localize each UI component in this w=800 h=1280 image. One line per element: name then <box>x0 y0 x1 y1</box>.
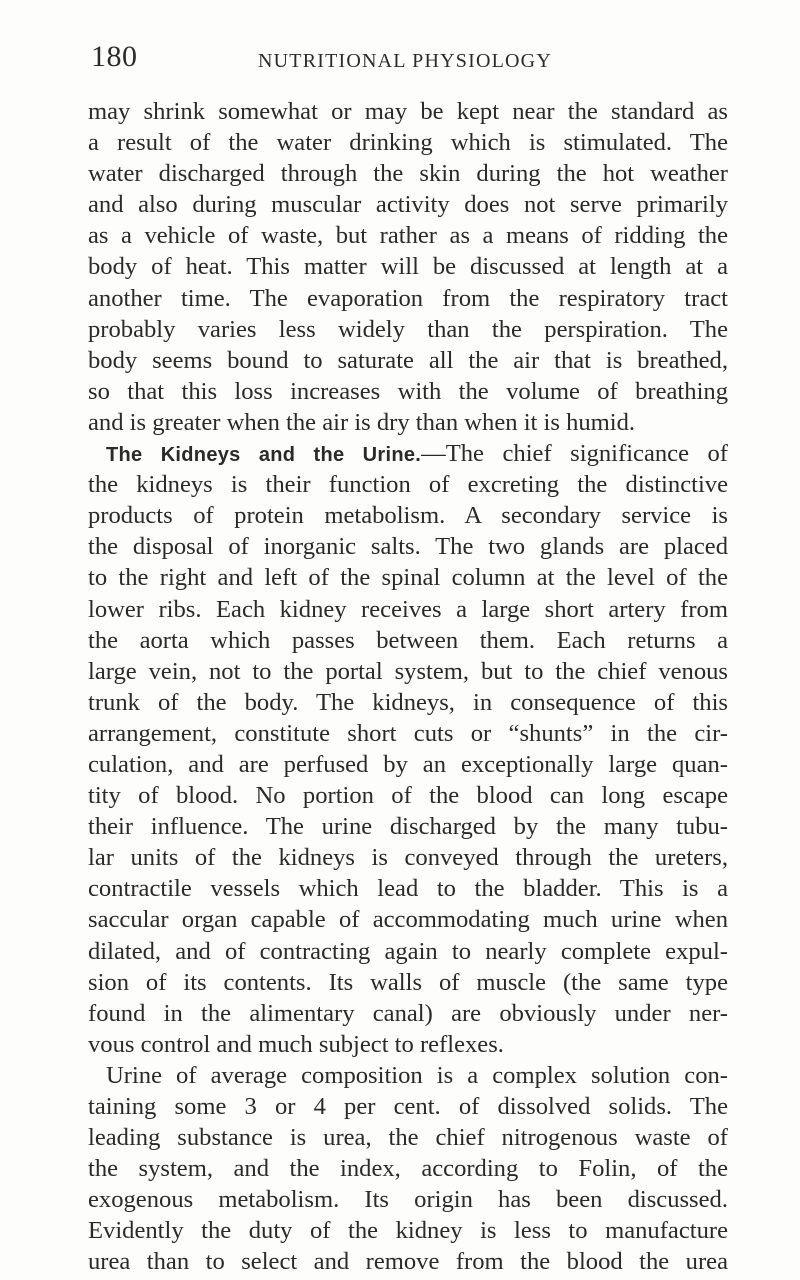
paragraph-first-line: Urine of average composition is a complex solution con- <box>106 1061 728 1089</box>
text-line: the system, and the index, according to Folin, of the <box>88 1155 728 1183</box>
text-line: leading substance is urea, the chief nitrogenous waste of <box>88 1124 728 1152</box>
text-line: Evidently the duty of the kidney is less to manufacture <box>88 1217 728 1245</box>
text-line: contractile vessels which lead to the bladder. This is a <box>88 875 728 903</box>
text-line: the aorta which passes between them. Each returns a <box>88 626 728 654</box>
text-line: trunk of the body. The kidneys, in consequence of this <box>88 688 728 716</box>
text-line: lower ribs. Each kidney receives a large short artery from <box>88 595 728 623</box>
text-line: may shrink somewhat or may be kept near the standard as <box>88 98 728 125</box>
text-line: body of heat. This matter will be discussed at length at a <box>88 253 728 281</box>
text-line: and also during muscular activity does not serve primarily <box>88 191 728 219</box>
text-line: water discharged through the skin during the hot weather <box>88 160 728 188</box>
text-line: dilated, and of contracting again to nearly complete expul- <box>88 937 728 965</box>
text-line: large vein, not to the portal system, but to the chief venous <box>88 657 728 685</box>
text-line: culation, and are perfused by an exceptionally large quan- <box>88 750 728 778</box>
text-line: and is greater when the air is dry than when it is humid. <box>88 408 636 436</box>
section-first-line-text: —The chief significance of <box>421 440 728 468</box>
page-number: 180 <box>91 40 138 73</box>
text-line: sion of its contents. Its walls of muscle (the same type <box>88 968 728 996</box>
text-line: vous control and much subject to reflexes. <box>88 1030 504 1058</box>
text-line: the disposal of inorganic salts. The two glands are placed <box>88 533 728 561</box>
text-line: the kidneys is their function of excreting the distinctive <box>88 471 728 499</box>
text-line: to the right and left of the spinal column at the level of the <box>88 564 728 592</box>
text-line: exogenous metabolism. Its origin has been discussed. <box>88 1186 728 1214</box>
text-line: taining some 3 or 4 per cent. of dissolved solids. The <box>88 1093 728 1120</box>
text-line: products of protein metabolism. A secondary service is <box>88 502 728 530</box>
text-line: probably varies less widely than the perspiration. The <box>88 315 728 343</box>
text-line: their influence. The urine discharged by the many tubu- <box>88 813 728 841</box>
text-line: arrangement, constitute short cuts or “shunts” in the cir- <box>88 719 728 747</box>
body-text <box>88 96 728 1278</box>
text-line: a result of the water drinking which is stimulated. The <box>88 129 728 157</box>
running-title: NUTRITIONAL PHYSIOLOGY <box>258 50 552 72</box>
text-line: saccular organ capable of accommodating much urine when <box>88 906 728 934</box>
text-line: urea than to select and remove from the blood the urea <box>88 1248 728 1276</box>
text-line: lar units of the kidneys is conveyed through the ureters, <box>88 844 728 872</box>
text-line: tity of blood. No portion of the blood can long escape <box>88 782 728 810</box>
text-line: body seems bound to saturate all the air that is breathed, <box>88 346 728 374</box>
text-line: as a vehicle of waste, but rather as a means of ridding the <box>88 222 728 250</box>
text-line: so that this loss increases with the volume of breathing <box>88 377 728 405</box>
section-heading: The Kidneys and the Urine. <box>106 444 422 467</box>
text-line: another time. The evaporation from the respiratory tract <box>88 284 728 312</box>
text-line: found in the alimentary canal) are obviously under ner- <box>88 999 728 1027</box>
section-first-line <box>88 438 728 469</box>
